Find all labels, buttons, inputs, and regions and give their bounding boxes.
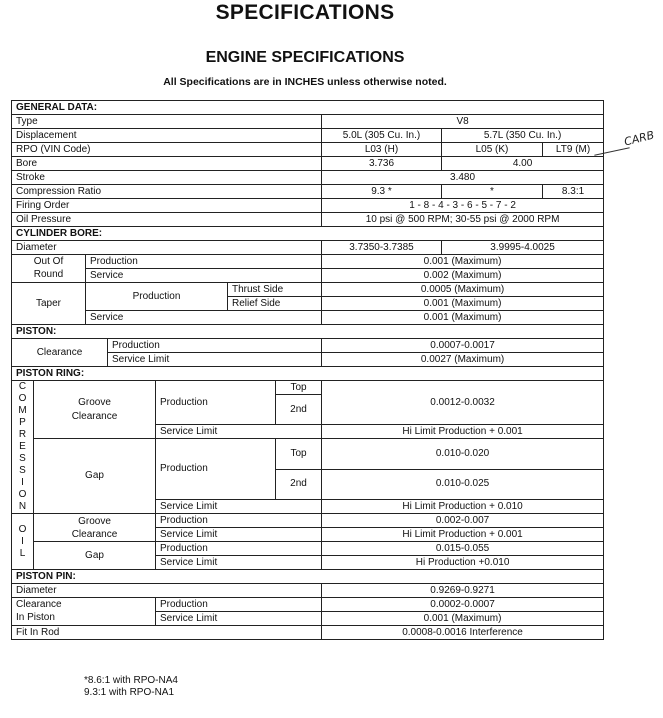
footnote: 9.3:1 with RPO-NA1 [84, 687, 175, 698]
sub-label: Relief Side [228, 297, 322, 311]
row-label: Firing Order [12, 199, 322, 213]
sub-label: Service Limit [156, 425, 322, 439]
table-row [12, 185, 604, 199]
cell-value: 0.001 (Maximum) [322, 255, 604, 269]
cell-value: 0.0027 (Maximum) [322, 353, 604, 367]
table-row [12, 598, 604, 612]
vertical-letter: O [18, 489, 27, 500]
table-row [12, 311, 604, 325]
vertical-letter: S [19, 453, 26, 464]
cell-value: 0.0008-0.0016 Interference [322, 626, 604, 640]
table-row [12, 339, 604, 353]
table-row [12, 269, 604, 283]
cell-value: V8 [322, 115, 604, 129]
table-row [12, 143, 604, 157]
sub-label: Production [156, 542, 322, 556]
sub-label: Production [156, 514, 322, 528]
cell-value: L05 (K) [442, 143, 543, 157]
row-label: Oil Pressure [12, 213, 322, 227]
label-line: Groove [78, 515, 111, 527]
sub-label: Service Limit [156, 500, 322, 514]
cell-value: 3.736 [322, 157, 442, 171]
table-row [12, 241, 604, 255]
sub-label: Service Limit [156, 528, 322, 542]
vertical-letter: O [18, 393, 27, 404]
cell-value: 8.3:1 [543, 185, 604, 199]
row-label: Diameter [12, 241, 322, 255]
compression-vertical-label [12, 381, 34, 514]
table-row [12, 439, 604, 455]
vertical-letter: I [21, 535, 24, 547]
sub-label: Service Limit [156, 556, 322, 570]
vertical-letter: S [19, 465, 26, 476]
sub-label: Service Limit [156, 612, 322, 626]
cell-value: 0.010-0.020 [322, 439, 604, 469]
table-row [12, 213, 604, 227]
cell-value: 3.480 [322, 171, 604, 185]
cell-value: 0.9269-0.9271 [322, 584, 604, 598]
cell-value: 3.7350-3.7385 [322, 241, 442, 255]
table-row [12, 115, 604, 129]
label-line: Clearance [71, 528, 118, 540]
cell-value: Hi Limit Production + 0.010 [322, 500, 604, 514]
cell-value: L03 (H) [322, 143, 442, 157]
table-row [12, 129, 604, 143]
table-row [12, 367, 604, 381]
section-title: ENGINE SPECIFICATIONS [205, 49, 405, 66]
sub-label: Production [86, 283, 228, 311]
vertical-letter: N [18, 501, 27, 512]
sub-label: Service [86, 269, 322, 283]
groove-clearance-label [34, 381, 156, 439]
vertical-letter: I [21, 477, 24, 488]
table-row [12, 227, 604, 241]
row-label: Round [12, 269, 86, 283]
cell-value: Hi Limit Production + 0.001 [322, 528, 604, 542]
table-row [12, 255, 604, 269]
cell-value: LT9 (M) [543, 143, 604, 157]
section-heading: PISTON RING: [12, 367, 604, 381]
cell-value: 0.0012-0.0032 [322, 381, 604, 425]
table-row [12, 542, 604, 556]
table-row [12, 283, 604, 297]
row-label: Type [12, 115, 322, 129]
cell-value: 0.0002-0.0007 [322, 598, 604, 612]
gap-label: Gap [34, 439, 156, 514]
row-label: Fit In Rod [12, 626, 322, 640]
row-label: RPO (VIN Code) [12, 143, 322, 157]
vertical-letter: C [18, 381, 27, 392]
sub-label: Production [156, 439, 276, 500]
cell-value: 4.00 [442, 157, 604, 171]
engine-spec-table [11, 100, 604, 640]
table-row [12, 612, 604, 626]
row-label: Stroke [12, 171, 322, 185]
footnotes [84, 675, 178, 699]
table-row [12, 325, 604, 339]
row-label: Clearance [12, 339, 108, 367]
cell-value: 0.002 (Maximum) [322, 269, 604, 283]
row-label: Compression Ratio [12, 185, 322, 199]
vertical-letter: P [19, 417, 26, 428]
row-label: In Piston [12, 612, 156, 626]
cell-value: 10 psi @ 500 RPM; 30-55 psi @ 2000 RPM [322, 213, 604, 227]
footnote: *8.6:1 with RPO-NA4 [84, 675, 178, 686]
label-line: Groove [78, 396, 111, 408]
sub-label: Production [156, 598, 322, 612]
table-row [12, 157, 604, 171]
vertical-letter: M [18, 405, 27, 416]
row-label: Displacement [12, 129, 322, 143]
cell-value: * [442, 185, 543, 199]
groove-clearance-label [34, 514, 156, 542]
cell-value: 0.010-0.025 [322, 469, 604, 499]
cell-value: 0.0007-0.0017 [322, 339, 604, 353]
cell-value: 3.9995-4.0025 [442, 241, 604, 255]
vertical-letter: O [18, 523, 27, 535]
row-label: Diameter [12, 584, 322, 598]
ring-position: Top [276, 381, 322, 395]
table-row [12, 514, 604, 528]
cell-value: 5.0L (305 Cu. In.) [322, 129, 442, 143]
gap-label: Gap [34, 542, 156, 570]
row-label: Out Of [12, 255, 86, 269]
page-title: SPECIFICATIONS [215, 1, 395, 24]
cell-value: 0.001 (Maximum) [322, 297, 604, 311]
sub-label: Service Limit [108, 353, 322, 367]
row-label: Clearance [12, 598, 156, 612]
cell-value: 0.0005 (Maximum) [322, 283, 604, 297]
vertical-letter: E [19, 441, 26, 452]
table-row [12, 199, 604, 213]
table-row [12, 101, 604, 115]
ring-position: 2nd [276, 395, 322, 425]
table-row [12, 171, 604, 185]
cell-value: Hi Limit Production + 0.001 [322, 425, 604, 439]
sub-label: Production [156, 381, 276, 425]
cell-value: 0.015-0.055 [322, 542, 604, 556]
table-row [12, 570, 604, 584]
cell-value: 0.001 (Maximum) [322, 311, 604, 325]
cell-value: Hi Production +0.010 [322, 556, 604, 570]
section-heading: PISTON: [12, 325, 604, 339]
vertical-letter: L [19, 547, 26, 559]
vertical-letter: R [18, 429, 27, 440]
section-heading: PISTON PIN: [12, 570, 604, 584]
handwritten-annotation: CARB [622, 128, 656, 149]
cell-value: 0.001 (Maximum) [322, 612, 604, 626]
sub-label: Service [86, 311, 322, 325]
section-heading: CYLINDER BORE: [12, 227, 604, 241]
ring-position: 2nd [276, 469, 322, 499]
table-row [12, 626, 604, 640]
cell-value: 9.3 * [322, 185, 442, 199]
units-note: All Specifications are in INCHES unless otherwise noted. [163, 76, 447, 88]
oil-vertical-label [12, 514, 34, 570]
table-row [12, 584, 604, 598]
row-label: Taper [12, 283, 86, 325]
sub-label: Production [108, 339, 322, 353]
cell-value: 1 - 8 - 4 - 3 - 6 - 5 - 7 - 2 [322, 199, 604, 213]
section-heading: GENERAL DATA: [12, 101, 604, 115]
label-line: Clearance [71, 410, 118, 422]
sub-label: Production [86, 255, 322, 269]
ring-position: Top [276, 439, 322, 469]
row-label: Bore [12, 157, 322, 171]
sub-label: Thrust Side [228, 283, 322, 297]
cell-value: 0.002-0.007 [322, 514, 604, 528]
cell-value: 5.7L (350 Cu. In.) [442, 129, 604, 143]
